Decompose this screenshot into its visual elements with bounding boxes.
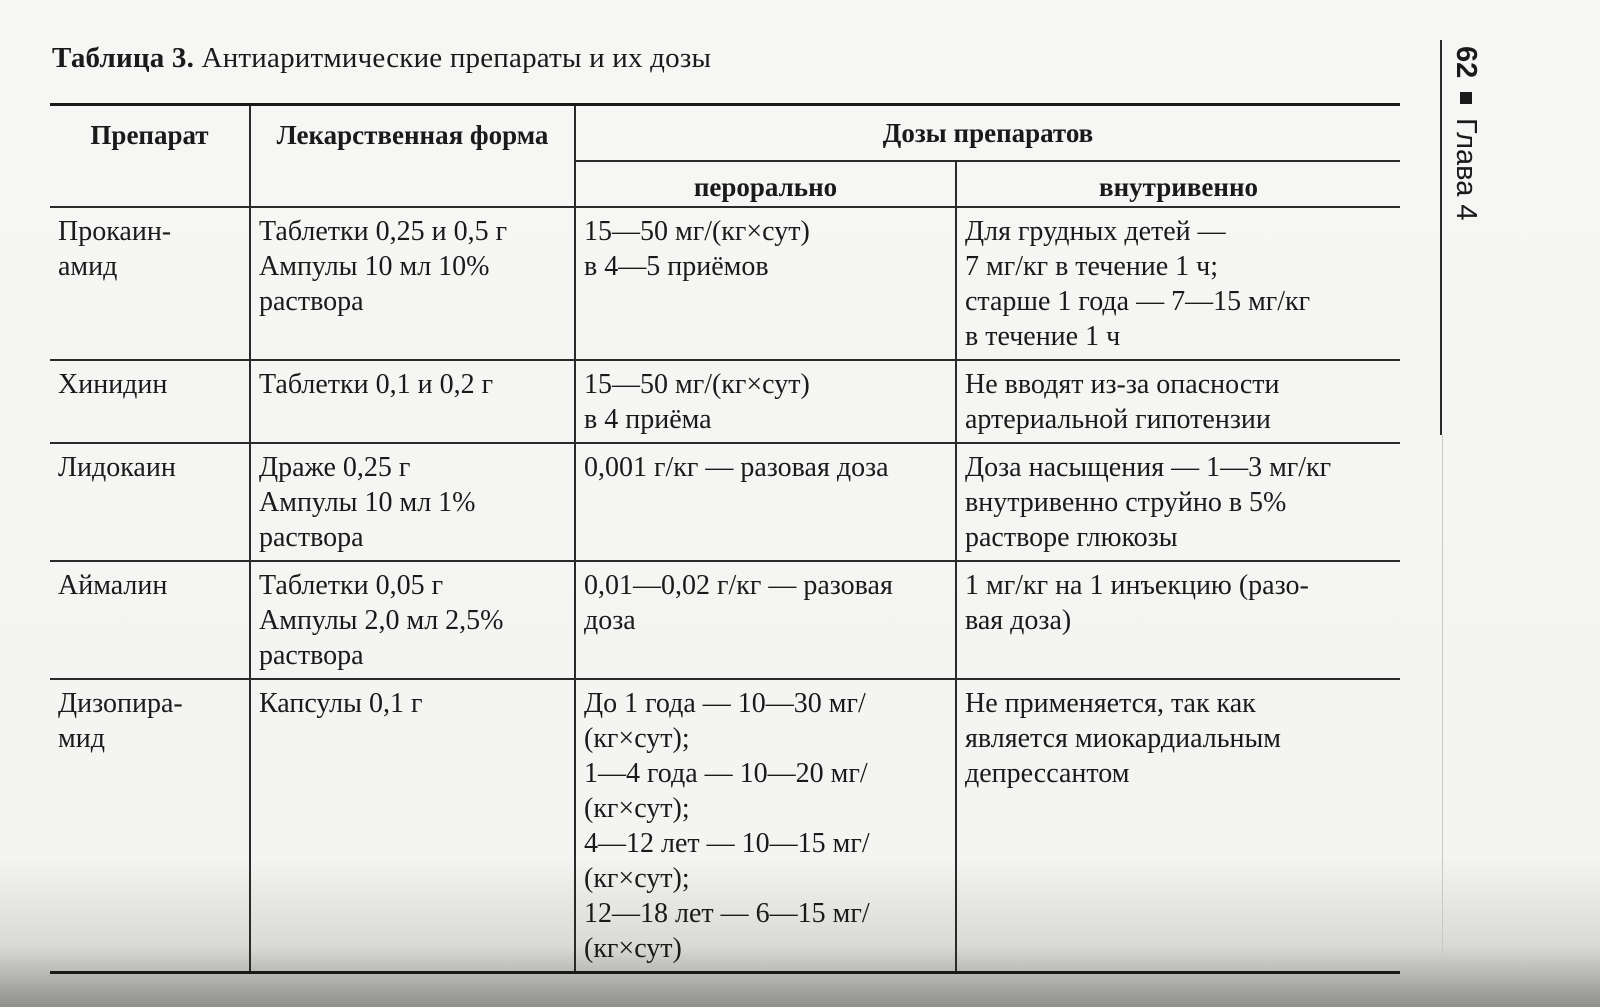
- header-oral: перорально: [575, 161, 956, 207]
- header-drug: Препарат: [50, 105, 250, 208]
- cell-line: 4—12 лет — 10—15 мг/: [584, 828, 870, 859]
- cell-line: внутривенно струйно в 5%: [965, 487, 1287, 518]
- cell-line: доза: [584, 605, 636, 636]
- cell-oral: [575, 679, 956, 973]
- cell-line: 1—4 года — 10—20 мг/: [584, 758, 868, 789]
- cell-iv: [956, 207, 1400, 360]
- page-side-rule-faint: [1442, 435, 1443, 955]
- cell-line: растворе глюкозы: [965, 522, 1178, 553]
- cell-oral: [575, 360, 956, 443]
- cell-form: [250, 561, 575, 679]
- header-doses: Дозы препаратов: [575, 105, 1400, 162]
- caption-text: Антиаритмические препараты и их дозы: [201, 42, 712, 74]
- cell-line: Ампулы 2,0 мл 2,5%: [259, 605, 504, 636]
- cell-form: [250, 443, 575, 561]
- chapter-label: Глава 4: [1450, 118, 1482, 221]
- cell-iv: [956, 679, 1400, 973]
- drug-dose-table: [50, 103, 1400, 974]
- cell-line: 15—50 мг/(кг×сут): [584, 216, 810, 247]
- table-row: [50, 561, 1400, 679]
- cell-line: Драже 0,25 г: [259, 452, 411, 483]
- cell-line: мид: [58, 723, 105, 754]
- cell-line: До 1 года — 10—30 мг/: [584, 688, 866, 719]
- cell-line: раствора: [259, 640, 364, 671]
- cell-line: Не вводят из-за опасности: [965, 369, 1280, 400]
- cell-line: Хинидин: [58, 369, 168, 400]
- cell-line: старше 1 года — 7—15 мг/кг: [965, 286, 1311, 317]
- cell-form: [250, 360, 575, 443]
- cell-line: Таблетки 0,25 и 0,5 г: [259, 216, 508, 247]
- cell-iv: [956, 561, 1400, 679]
- cell-line: Не применяется, так как: [965, 688, 1256, 719]
- cell-drug: [50, 679, 250, 973]
- cell-line: в течение 1 ч: [965, 321, 1121, 352]
- cell-iv: [956, 443, 1400, 561]
- cell-line: Прокаин-: [58, 216, 172, 247]
- cell-oral: [575, 207, 956, 360]
- cell-line: (кг×сут);: [584, 793, 690, 824]
- cell-line: Для грудных детей —: [965, 216, 1226, 247]
- header-iv: внутривенно: [956, 161, 1400, 207]
- caption-label: Таблица 3.: [52, 42, 195, 74]
- cell-form: [250, 679, 575, 973]
- cell-line: вая доза): [965, 605, 1072, 636]
- cell-line: Таблетки 0,05 г: [259, 570, 444, 601]
- cell-drug: [50, 207, 250, 360]
- running-header: [1449, 46, 1482, 221]
- cell-line: Доза насыщения — 1—3 мг/кг: [965, 452, 1332, 483]
- cell-line: 0,001 г/кг — разовая доза: [584, 452, 889, 483]
- cell-line: (кг×сут);: [584, 723, 690, 754]
- cell-line: 12—18 лет — 6—15 мг/: [584, 898, 870, 929]
- cell-line: в 4 приёма: [584, 404, 712, 435]
- cell-iv: [956, 360, 1400, 443]
- table-row: [50, 443, 1400, 561]
- cell-line: (кг×сут): [584, 933, 682, 964]
- cell-line: Ампулы 10 мл 1%: [259, 487, 476, 518]
- table-row: [50, 207, 1400, 360]
- cell-line: Ампулы 10 мл 10%: [259, 251, 490, 282]
- cell-line: в 4—5 приёмов: [584, 251, 769, 282]
- square-bullet-icon: [1460, 92, 1472, 104]
- header-form: Лекарственная форма: [250, 105, 575, 208]
- cell-line: Таблетки 0,1 и 0,2 г: [259, 369, 494, 400]
- cell-line: артериальной гипотензии: [965, 404, 1271, 435]
- cell-line: 7 мг/кг в течение 1 ч;: [965, 251, 1219, 282]
- cell-oral: [575, 443, 956, 561]
- cell-drug: [50, 443, 250, 561]
- cell-line: Аймалин: [58, 570, 168, 601]
- table-row: [50, 679, 1400, 973]
- page-number: 62: [1450, 46, 1482, 79]
- cell-line: амид: [58, 251, 118, 282]
- table-caption: [52, 42, 711, 75]
- cell-line: является миокардиальным: [965, 723, 1281, 754]
- cell-line: Дизопира-: [58, 688, 183, 719]
- cell-drug: [50, 360, 250, 443]
- table-row: [50, 360, 1400, 443]
- cell-line: Лидокаин: [58, 452, 176, 483]
- cell-line: 1 мг/кг на 1 инъекцию (разо-: [965, 570, 1309, 601]
- cell-line: 0,01—0,02 г/кг — разовая: [584, 570, 893, 601]
- cell-drug: [50, 561, 250, 679]
- cell-line: раствора: [259, 286, 364, 317]
- cell-oral: [575, 561, 956, 679]
- cell-form: [250, 207, 575, 360]
- cell-line: раствора: [259, 522, 364, 553]
- cell-line: депрессантом: [965, 758, 1130, 789]
- cell-line: 15—50 мг/(кг×сут): [584, 369, 810, 400]
- table-body: [50, 207, 1400, 973]
- cell-line: (кг×сут);: [584, 863, 690, 894]
- cell-line: Капсулы 0,1 г: [259, 688, 423, 719]
